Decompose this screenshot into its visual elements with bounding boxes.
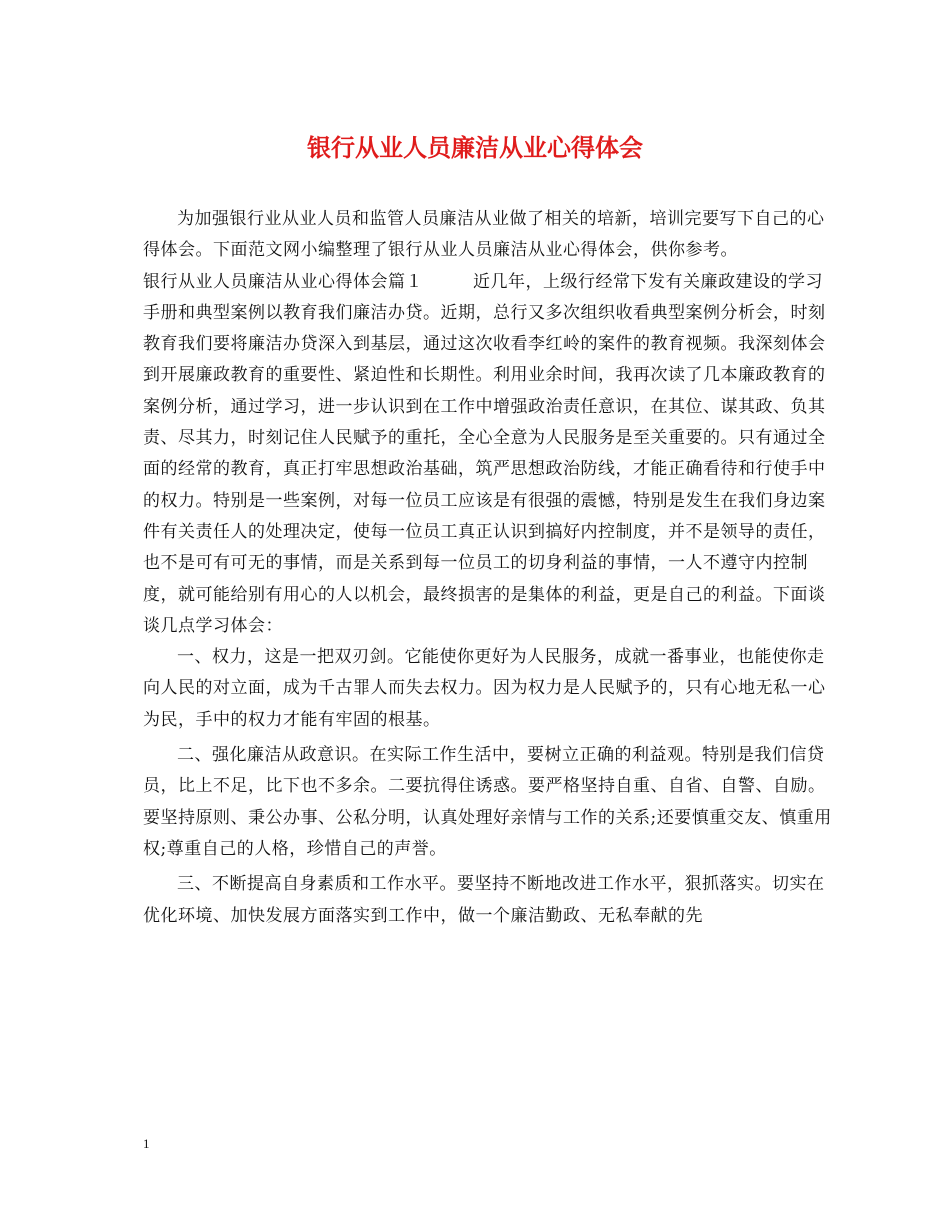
document-body [143,204,833,932]
point-1-paragraph: 一、权力，这是一把双刃剑。它能使你更好为人民服务，成就一番事业，也能使你走向人民的对立面，成为千古罪人而失去权力。因为权力是人民赋予的，只有心地无私一心为民，手中的权力才能有牢固的根基。 [143,647,826,730]
section-paragraph [143,267,833,643]
section-body: 近几年，上级行经常下发有关廉政建设的学习手册和典型案例以教育我们廉洁办贷。近期，总行又多次组织收看典型案例分析会，时刻教育我们要将廉洁办贷深入到基层，通过这次收看李红岭的案件的教育视频。我深刻体会到开展廉政教育的重要性、紧迫性和长期性。利用业余时间，我再次读了几本廉政教育的案例分析，通过学习，进一步认识到在工作中增强政治责任意识，在其位、谋其政、负其责、尽其力，时刻记住人民赋予的重托，全心全意为人民服务是至关重要的。只有通过全面的经常的教育，真正打牢思想政治基础，筑严思想政治防线，才能正确看待和行使手中的权力。特别是一些案例，对每一位员工应该是有很强的震憾，特别是发生在我们身边案件有关责任人的处理决定，使每一位员工真正认识到搞好内控制度，并不是领导的责任，也不是可有可无的事情，而是关系到每一位员工的切身利益的事情，一人不遵守内控制度，就可能给别有用心的人以机会，最终损害的是集体的利益，更是自己的利益。下面谈谈几点学习体会： [143,271,826,636]
page-number: 1 [143,1136,150,1151]
section-heading: 银行从业人员廉洁从业心得体会篇１ [143,271,423,292]
point-2-paragraph: 二、强化廉洁从政意识。在实际工作生活中，要树立正确的利益观。特别是我们信贷员，比上不足，比下也不多余。二要抗得住诱惑。要严格坚持自重、自省、自警、自励。要坚持原则、秉公办事、公私分明，认真处理好亲情与工作的关系;还要慎重交友、慎重用权;尊重自己的人格，珍惜自己的声誉。 [143,745,832,859]
point-3-paragraph: 三、不断提高自身素质和工作水平。要坚持不断地改进工作水平，狠抓落实。切实在优化环境、加快发展方面落实到工作中，做一个廉洁勤政、无私奉献的先 [143,874,825,926]
document-title: 银行从业人员廉洁从业心得体会 [307,133,643,162]
intro-paragraph: 为加强银行业从业人员和监管人员廉洁从业做了相关的培新，培训完要写下自己的心得体会。下面范文网小编整理了银行从业人员廉洁从业心得体会，供你参考。 [143,209,825,261]
